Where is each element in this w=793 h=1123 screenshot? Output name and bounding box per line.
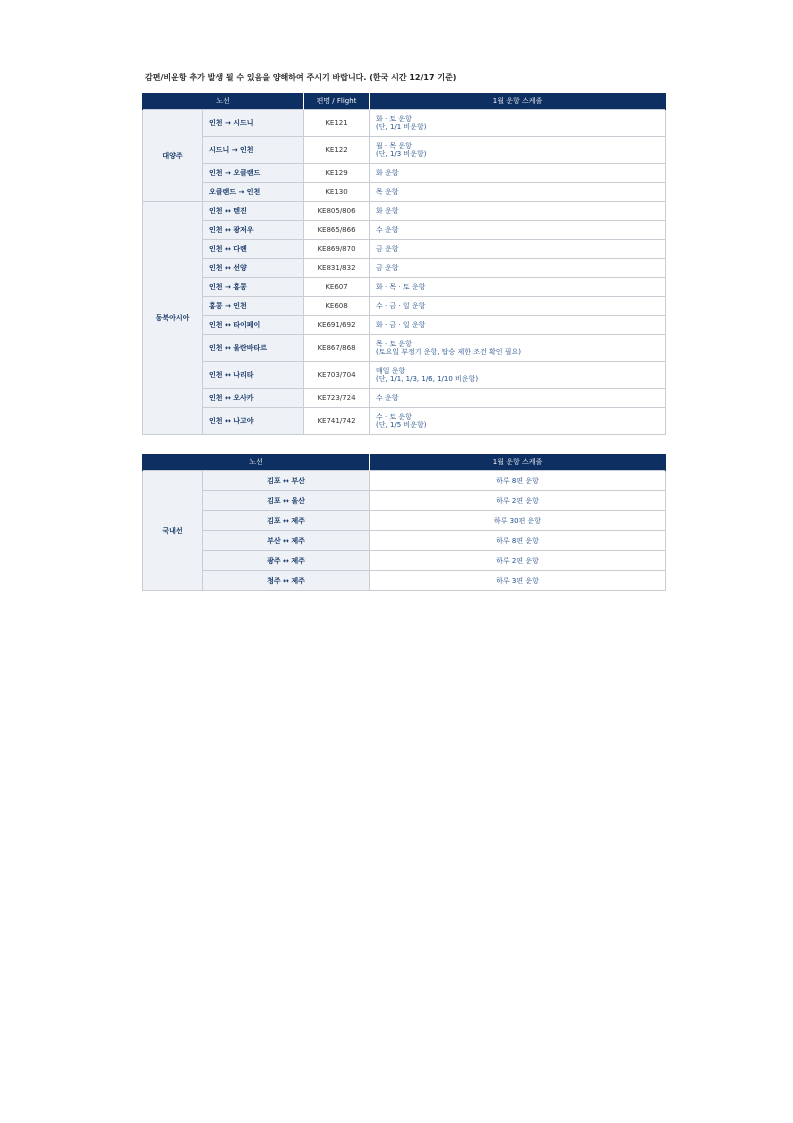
- schedule-cell: [370, 297, 666, 316]
- flight-header: 편명 / Flight: [304, 93, 370, 110]
- schedule-cell: [370, 221, 666, 240]
- route-cell: 인천 ↔ 다롄: [203, 240, 304, 259]
- route-cell: 광주 ↔ 제주: [203, 551, 370, 571]
- route-header: 노선: [143, 93, 304, 110]
- schedule-line: 금 운항: [376, 264, 399, 272]
- table-row: [143, 531, 666, 551]
- table-row: [143, 362, 666, 389]
- route-cell: 인천 ↔ 오사카: [203, 389, 304, 408]
- route-cell: 오클랜드 → 인천: [203, 183, 304, 202]
- schedule-line: 금 운항: [376, 245, 399, 253]
- table-header-row: [143, 454, 666, 471]
- route-header: 노선: [143, 454, 370, 471]
- route-cell: 인천 ↔ 나리타: [203, 362, 304, 389]
- table-row: [143, 408, 666, 435]
- route-cell: 인천 ↔ 텐진: [203, 202, 304, 221]
- table-row: [143, 183, 666, 202]
- route-cell: 인천 ↔ 광저우: [203, 221, 304, 240]
- table-row: [143, 240, 666, 259]
- schedule-cell: [370, 183, 666, 202]
- flight-cell: KE831/832: [304, 259, 370, 278]
- schedule-line: (단, 1/1, 1/3, 1/6, 1/10 비운항): [376, 375, 479, 383]
- table-row: [143, 278, 666, 297]
- table-row: [143, 202, 666, 221]
- schedule-cell: [370, 164, 666, 183]
- route-cell: 인천 ↔ 울란바타르: [203, 335, 304, 362]
- table-row: [143, 511, 666, 531]
- flight-cell: KE122: [304, 137, 370, 164]
- schedule-line: (단, 1/5 비운항): [376, 421, 427, 429]
- route-cell: 김포 ↔ 제주: [203, 511, 370, 531]
- schedule-cell: [370, 259, 666, 278]
- flight-cell: KE129: [304, 164, 370, 183]
- schedule-cell: 하루 2편 운항: [370, 491, 666, 511]
- schedule-cell: [370, 335, 666, 362]
- table-row: [143, 221, 666, 240]
- schedule-line: 목 운항: [376, 188, 399, 196]
- table-row: [143, 137, 666, 164]
- schedule-cell: [370, 202, 666, 221]
- schedule-line: 수 · 금 · 일 운항: [376, 302, 426, 310]
- region-cell: 대양주: [143, 110, 203, 202]
- table-row: [143, 491, 666, 511]
- table-row: [143, 259, 666, 278]
- schedule-line: 목 · 토 운항: [376, 340, 412, 348]
- flight-cell: KE608: [304, 297, 370, 316]
- flight-cell: KE121: [304, 110, 370, 137]
- table-header-row: [143, 93, 666, 110]
- schedule-cell: [370, 278, 666, 297]
- route-cell: 인천 ↔ 나고야: [203, 408, 304, 435]
- schedule-line: 화 운항: [376, 169, 399, 177]
- route-cell: 인천 → 홍콩: [203, 278, 304, 297]
- schedule-cell: [370, 240, 666, 259]
- flight-cell: KE741/742: [304, 408, 370, 435]
- schedule-cell: 하루 8편 운항: [370, 531, 666, 551]
- route-cell: 인천 → 오클랜드: [203, 164, 304, 183]
- region-cell: 동북아시아: [143, 202, 203, 435]
- flight-cell: KE865/866: [304, 221, 370, 240]
- schedule-line: 화 · 토 운항: [376, 115, 412, 123]
- domestic-schedule-table: [142, 454, 666, 591]
- flight-cell: KE723/724: [304, 389, 370, 408]
- schedule-line: (단, 1/3 비운항): [376, 150, 427, 158]
- route-cell: 인천 ↔ 선양: [203, 259, 304, 278]
- table-row: [143, 316, 666, 335]
- schedule-header: 1월 운항 스케줄: [370, 454, 666, 471]
- schedule-cell: [370, 316, 666, 335]
- region-cell: 국내선: [143, 471, 203, 591]
- schedule-cell: [370, 408, 666, 435]
- route-cell: 인천 ↔ 타이페이: [203, 316, 304, 335]
- flight-cell: KE130: [304, 183, 370, 202]
- schedule-line: 수 운항: [376, 226, 399, 234]
- schedule-line: 수 운항: [376, 394, 399, 402]
- table-row: [143, 389, 666, 408]
- flight-cell: KE805/806: [304, 202, 370, 221]
- table-row: [143, 471, 666, 491]
- flight-cell: KE691/692: [304, 316, 370, 335]
- flight-cell: KE703/704: [304, 362, 370, 389]
- international-schedule-table: [142, 93, 666, 435]
- table-row: [143, 335, 666, 362]
- route-cell: 시드니 → 인천: [203, 137, 304, 164]
- route-cell: 김포 ↔ 부산: [203, 471, 370, 491]
- schedule-cell: [370, 362, 666, 389]
- schedule-cell: 하루 2편 운항: [370, 551, 666, 571]
- schedule-line: 수 · 토 운항: [376, 413, 412, 421]
- table-row: [143, 164, 666, 183]
- schedule-cell: [370, 137, 666, 164]
- table-row: [143, 551, 666, 571]
- schedule-line: 화 · 목 · 토 운항: [376, 283, 426, 291]
- table-row: [143, 571, 666, 591]
- route-cell: 청주 ↔ 제주: [203, 571, 370, 591]
- table-row: [143, 110, 666, 137]
- schedule-line: (단, 1/1 비운항): [376, 123, 427, 131]
- flight-cell: KE869/870: [304, 240, 370, 259]
- route-cell: 홍콩 → 인천: [203, 297, 304, 316]
- schedule-cell: 하루 30편 운항: [370, 511, 666, 531]
- flight-cell: KE867/868: [304, 335, 370, 362]
- schedule-line: (토요일 부정기 운항, 탑승 제한 조건 확인 필요): [376, 348, 521, 356]
- schedule-line: 화 · 금 · 일 운항: [376, 321, 426, 329]
- schedule-cell: [370, 110, 666, 137]
- schedule-line: 화 운항: [376, 207, 399, 215]
- flight-cell: KE607: [304, 278, 370, 297]
- route-cell: 인천 → 시드니: [203, 110, 304, 137]
- schedule-line: 매일 운항: [376, 367, 406, 375]
- schedule-cell: [370, 389, 666, 408]
- route-cell: 김포 ↔ 울산: [203, 491, 370, 511]
- schedule-cell: 하루 8편 운항: [370, 471, 666, 491]
- schedule-header: 1월 운항 스케줄: [370, 93, 666, 110]
- schedule-cell: 하루 3편 운항: [370, 571, 666, 591]
- notice-text: 감편/비운항 추가 발생 될 수 있음을 양해하여 주시기 바랍니다. (한국 시간 12/17 기준): [145, 73, 457, 82]
- route-cell: 부산 ↔ 제주: [203, 531, 370, 551]
- schedule-line: 월 · 목 운항: [376, 142, 412, 150]
- table-row: [143, 297, 666, 316]
